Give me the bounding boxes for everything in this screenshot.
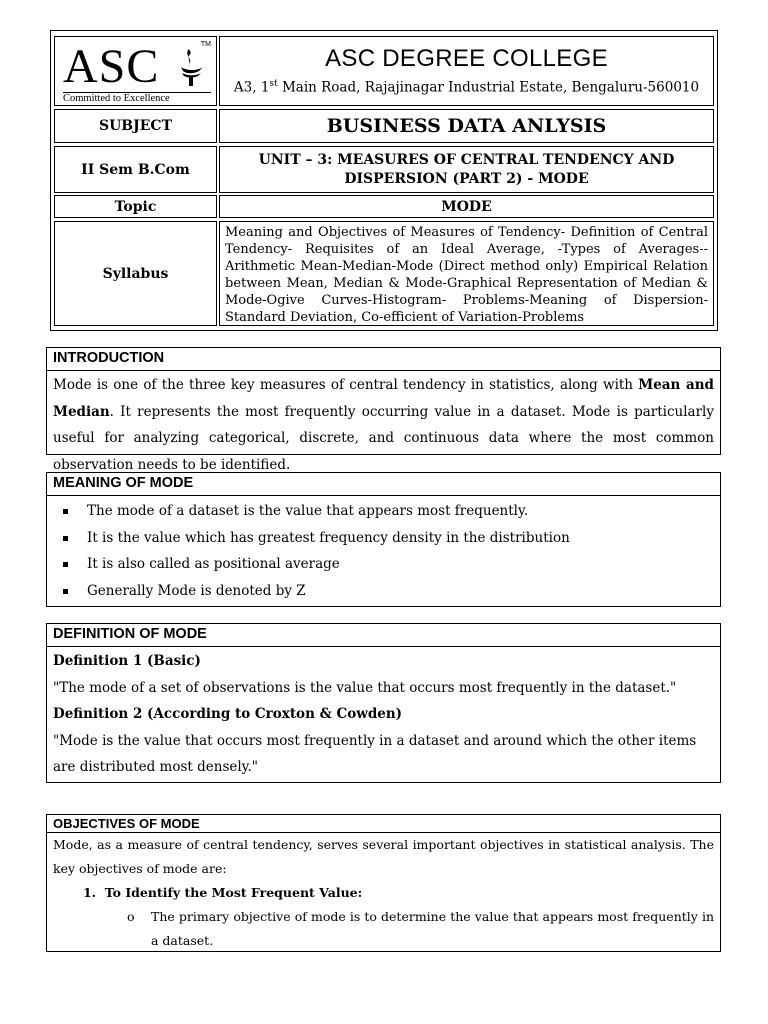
- circle-bullet-icon: o: [127, 909, 135, 924]
- college-name: ASC DEGREE COLLEGE: [325, 45, 608, 72]
- topic-label: Topic: [54, 195, 217, 218]
- definition-section: [46, 623, 721, 783]
- objective-sub-item: o The primary objective of mode is to determine the value that appears most frequently in a dataset.: [53, 905, 714, 953]
- introduction-heading: INTRODUCTION: [47, 348, 720, 371]
- college-title-cell: [219, 36, 714, 106]
- college-logo: [54, 36, 217, 106]
- logo-text: ASC: [63, 40, 160, 93]
- definition-1-title: Definition 1 (Basic): [53, 653, 201, 669]
- objective-item-1: [53, 881, 714, 905]
- definition-heading: DEFINITION OF MODE: [47, 624, 720, 647]
- definition-2-title: Definition 2 (According to Croxton & Cowden): [53, 706, 403, 722]
- list-item: Generally Mode is denoted by Z: [63, 578, 720, 605]
- objectives-heading: OBJECTIVES OF MODE: [47, 815, 720, 833]
- unit-title-line2: DISPERSION (PART 2) - MODE: [344, 170, 589, 187]
- list-item: It is also called as positional average: [63, 551, 720, 578]
- unit-title-line1: UNIT – 3: MEASURES OF CENTRAL TENDENCY AND: [258, 151, 675, 168]
- semester-label: II Sem B.Com: [54, 146, 217, 193]
- definition-2-text: "Mode is the value that occurs most frequently in a dataset and around which the other items are distributed most densely.": [53, 732, 697, 775]
- subject-label: SUBJECT: [54, 109, 217, 143]
- subject-value: BUSINESS DATA ANLYSIS: [219, 109, 714, 143]
- unit-title: [219, 146, 714, 193]
- objective-title: To Identify the Most Frequent Value:: [104, 885, 363, 900]
- list-item: It is the value which has greatest frequency density in the distribution: [63, 525, 720, 552]
- torch-icon: [173, 47, 209, 87]
- definition-1-text: "The mode of a set of observations is the value that occurs most frequently in the dataset.": [53, 679, 677, 696]
- meaning-section: [46, 472, 721, 607]
- college-address: A3, 1st Main Road, Rajajinagar Industrial Estate, Bengaluru-560010: [233, 79, 700, 96]
- syllabus-label: Syllabus: [54, 221, 217, 326]
- objectives-section: [46, 814, 721, 952]
- syllabus-text: Meaning and Objectives of Measures of Tendency- Definition of Central Tendency- Requisites of an Ideal Average, -Types of Averages--Arithmetic Mean-Median-Mode (Direct method only) Empirical Relation between Mean, Median & Mode-Graphical Representation of Median & Mode-Ogive Curves-Histogram- Problems-Meaning of Dispersion-Standard Deviation, Co-efficient of Variation-Problems: [219, 221, 714, 326]
- topic-value: MODE: [219, 195, 714, 218]
- meaning-list: [47, 496, 720, 604]
- introduction-section: [46, 347, 721, 473]
- list-item: The mode of a dataset is the value that appears most frequently.: [63, 498, 720, 525]
- logo-trademark: TM: [200, 41, 211, 48]
- introduction-text: Mode is one of the three key measures of central tendency in statistics, along with Mean and Median. It represents the most frequently occurring value in a dataset. Mode is particularly useful for analyzing categorical, discrete, and continuous data where the most common observation needs to be identified.: [53, 377, 714, 473]
- objective-number: 1.: [83, 885, 97, 900]
- meaning-heading: MEANING OF MODE: [47, 473, 720, 496]
- objectives-intro: Mode, as a measure of central tendency, serves several important objectives in statistical analysis. The key objectives of mode are:: [53, 837, 714, 876]
- logo-tagline: Committed to Excellence: [63, 92, 211, 105]
